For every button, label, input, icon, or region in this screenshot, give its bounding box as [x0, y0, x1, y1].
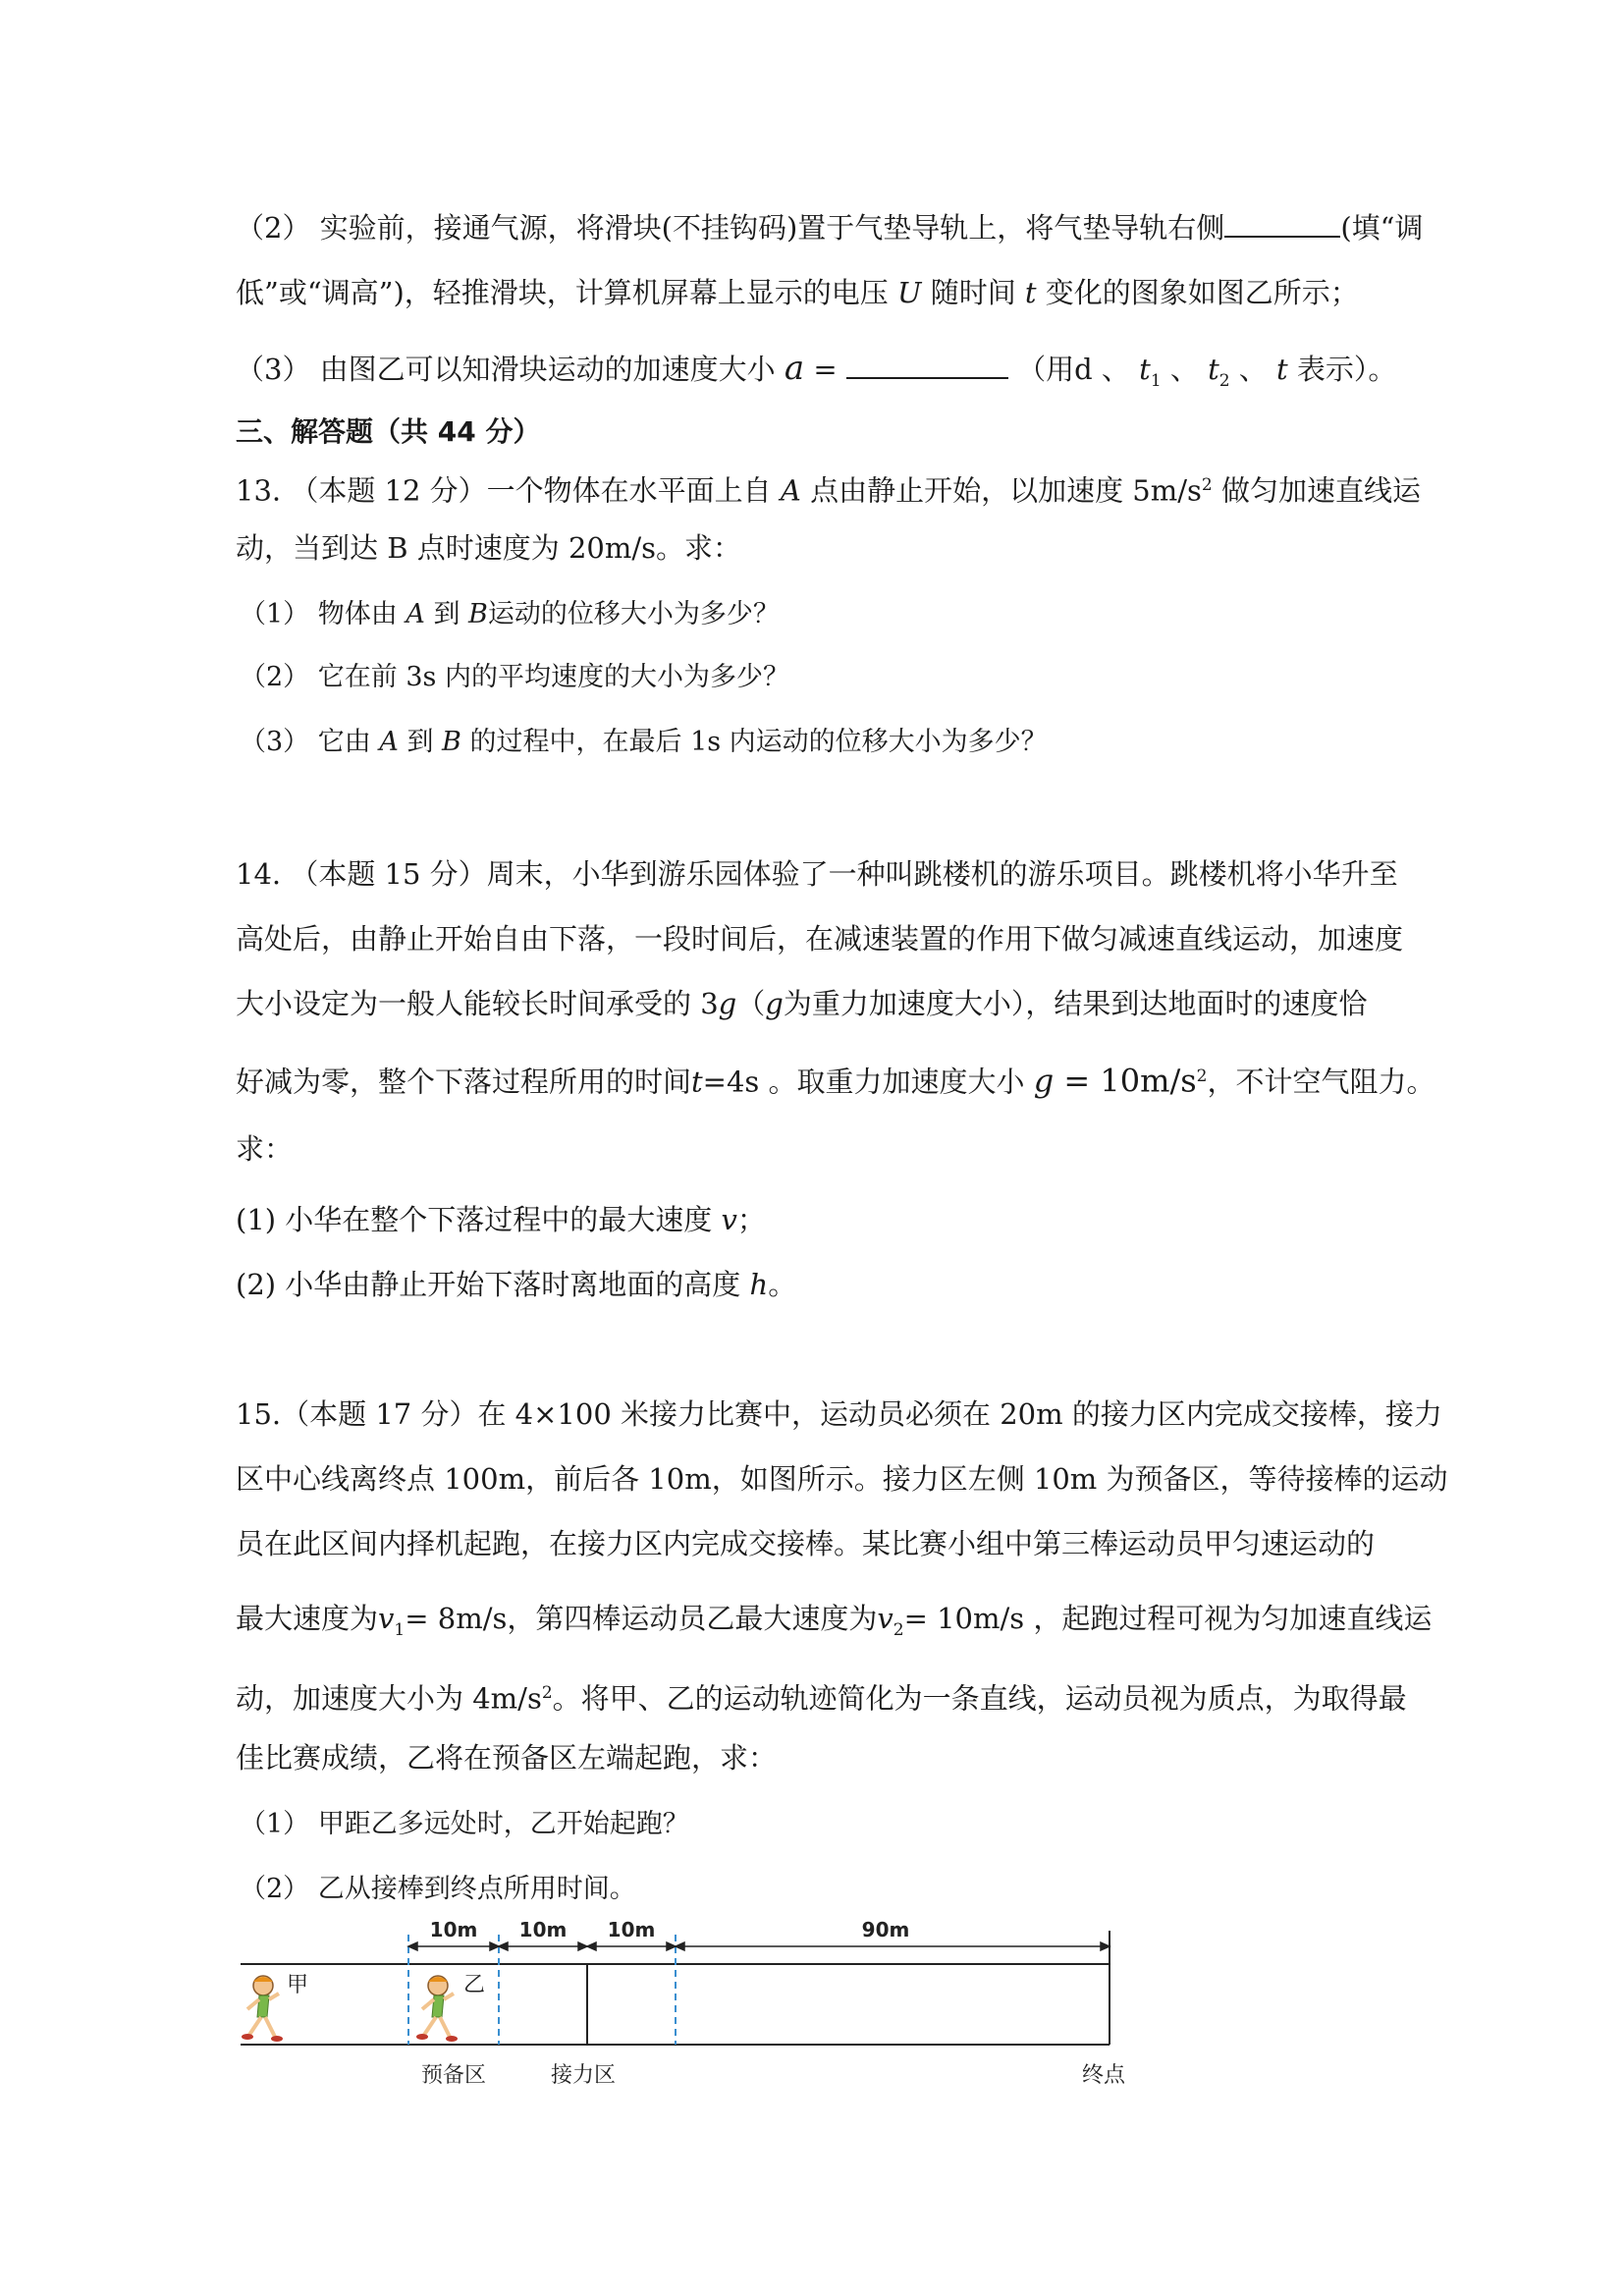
q15-l4-text-a: 最大速度为	[236, 1602, 379, 1635]
var-t-3: t	[1276, 353, 1288, 386]
q14-line2: 高处后，由静止开始自由下落，一段时间后，在减速装置的作用下做匀减速直线运动，加速度	[236, 922, 1404, 956]
label-relay-zone: 接力区	[550, 2063, 617, 2088]
q15-line3: 员在此区间内择机起跑，在接力区内完成交接棒。某比赛小组中第三棒运动员甲匀速运动的	[236, 1527, 1376, 1560]
q14-l4-text-b: =4s 。取重力加速度大小	[702, 1065, 1025, 1099]
segment-label-2: 10m	[518, 1918, 568, 1941]
q14-l4-text-d: ，不计空气阻力。	[1207, 1065, 1435, 1099]
q13-s1-text-b: 到	[433, 599, 460, 629]
var-v: v	[721, 1203, 737, 1236]
var-a: a	[784, 349, 805, 388]
q15-l5-text-a: 动，加速度大小为 4m/s	[236, 1681, 542, 1716]
q14-l3-text-c: 为重力加速度大小），结果到达地面时的速度恰	[783, 987, 1368, 1020]
var-A: A	[780, 473, 801, 508]
runner-a-label: 甲	[287, 1973, 309, 1997]
var-U: U	[897, 276, 922, 309]
sub-2: 2	[1218, 370, 1230, 391]
label-finish: 终点	[1081, 2063, 1126, 2088]
sub-1: 1	[1150, 370, 1162, 391]
var-B: B	[468, 599, 488, 629]
q13-s3-text-c: 的过程中，在最后 1s 内运动的位移大小为多少？	[469, 727, 1048, 757]
q14-s2-text-a: (2) 小华由静止开始下落时离地面的高度	[236, 1268, 741, 1301]
q14-l4-text-c: = 10m/s	[1054, 1062, 1197, 1100]
q13-sub1	[240, 595, 780, 634]
q13-sub3	[240, 723, 1048, 762]
q14-line5: 求：	[236, 1132, 294, 1166]
q13-s3-text-b: 到	[406, 727, 434, 757]
var-B-2: B	[442, 727, 461, 757]
q14-line4	[236, 1057, 1435, 1102]
q13-text-c: 做匀加速直线运	[1220, 473, 1421, 508]
q15-l4-text-c: = 10m/s ，起跑过程可视为匀加速直线运	[903, 1602, 1433, 1635]
var-g: g	[718, 987, 737, 1020]
q14-l4-text-a: 好减为零，整个下落过程所用的时间	[236, 1065, 692, 1099]
q12-part2-line2	[236, 273, 1359, 312]
q13-text-a: 13. （本题 12 分）一个物体在水平面上自	[236, 473, 772, 508]
sep-2: 、	[1238, 353, 1268, 386]
var-t: t	[1024, 276, 1037, 309]
q12-part3-text: （3） 由图乙可以知滑块运动的加速度大小	[236, 353, 776, 386]
runner-a-icon	[242, 1976, 283, 2042]
relay-diagram	[226, 1905, 1139, 2121]
var-t-4: t	[691, 1065, 703, 1099]
runner-b-icon	[416, 1976, 458, 2042]
sup-2-b: 2	[1196, 1066, 1208, 1086]
sep-1: 、	[1169, 353, 1199, 386]
q13-s3-text-a: （3） 它由	[240, 727, 371, 757]
q12-part3-line	[236, 349, 1396, 401]
var-v2: v	[877, 1602, 893, 1635]
q13-text-b: 点由静止开始，以加速度 5m/s	[810, 473, 1202, 508]
q12-part2-text: （2） 实验前，接通气源，将滑块(不挂钩码)置于气垫导轨上，将气垫导轨右侧	[236, 211, 1225, 245]
sup-2: 2	[1201, 475, 1213, 495]
q14-s1-text-a: (1) 小华在整个下落过程中的最大速度	[236, 1203, 713, 1236]
q13-s1-text-c: 运动的位移大小为多少？	[487, 599, 780, 629]
label-ready-zone: 预备区	[420, 2063, 487, 2088]
var-h: h	[749, 1268, 769, 1301]
var-v1: v	[378, 1602, 395, 1635]
q12-part2-text-e: 变化的图象如图乙所示；	[1045, 276, 1359, 309]
sup-2-c: 2	[541, 1683, 553, 1703]
q15-line2: 区中心线离终点 100m，前后各 10m，如图所示。接力区左侧 10m 为预备区，等待接棒的运动	[236, 1462, 1448, 1496]
q12-part2-text-d: 随时间	[930, 276, 1016, 309]
var-t1: t	[1139, 353, 1151, 386]
q14-l3-text-b: （	[736, 987, 766, 1020]
var-t2: t	[1208, 353, 1219, 386]
sub-v2: 2	[893, 1619, 904, 1640]
q12-part3-text-b: （用d 、	[1017, 353, 1130, 386]
q12-part2-text-c: 低”或“调高”)，轻推滑块，计算机屏幕上显示的电压	[236, 276, 889, 309]
q12-part2-line1	[236, 208, 1423, 247]
q12-part3-blank[interactable]	[846, 350, 1008, 379]
section-heading: 三、解答题（共 44 分）	[236, 415, 541, 448]
q12-part2-blank[interactable]	[1224, 208, 1340, 238]
runner-b-label: 乙	[463, 1973, 486, 1997]
q15-line5	[236, 1673, 1407, 1719]
q15-l4-text-b: = 8m/s，第四棒运动员乙最大速度为	[405, 1602, 878, 1635]
segment-label-3: 10m	[607, 1918, 656, 1941]
q13-sub2: （2） 它在前 3s 内的平均速度的大小为多少？	[240, 662, 789, 692]
q15-sub1: （1） 甲距乙多远处时，乙开始起跑？	[240, 1809, 689, 1839]
segment-label-1: 10m	[429, 1918, 478, 1941]
segment-label-4: 90m	[861, 1918, 910, 1941]
q14-line1: 14. （本题 15 分）周末，小华到游乐园体验了一种叫跳楼机的游乐项目。跳楼机将小华升至	[236, 857, 1398, 891]
sub-v1: 1	[394, 1619, 406, 1640]
var-g-3: g	[1033, 1062, 1055, 1100]
q15-line6: 佳比赛成绩，乙将在预备区左端起跑，求：	[236, 1741, 778, 1775]
q12-part2-text-b: (填“调	[1340, 211, 1424, 245]
q14-sub1	[236, 1200, 766, 1239]
q13-line2: 动，当到达 B 点时速度为 20m/s。求：	[236, 531, 742, 565]
q14-s1-text-b: ；	[736, 1203, 766, 1236]
q12-part3-text-c: 表示）。	[1296, 353, 1397, 386]
var-A-2: A	[406, 599, 425, 629]
q13-s1-text-a: （1） 物体由	[240, 599, 398, 629]
q14-line3	[236, 984, 1367, 1023]
q14-sub2	[236, 1265, 796, 1304]
q12-part3-eq: =	[804, 353, 838, 386]
q13-line1	[236, 465, 1421, 511]
dimension-arrows	[408, 1942, 1110, 1950]
q14-s2-text-b: 。	[768, 1268, 797, 1301]
q15-line1: 15.（本题 17 分）在 4×100 米接力比赛中，运动员必须在 20m 的接力区内完成交接棒，接力	[236, 1397, 1442, 1431]
q15-l5-text-b: 。将甲、乙的运动轨迹简化为一条直线，运动员视为质点，为取得最	[552, 1681, 1407, 1716]
var-A-3: A	[379, 727, 399, 757]
q15-line4	[236, 1599, 1432, 1650]
var-g-2: g	[765, 987, 784, 1020]
q15-sub2: （2） 乙从接棒到终点所用时间。	[240, 1874, 636, 1904]
q14-l3-text-a: 大小设定为一般人能较长时间承受的 3	[236, 987, 719, 1020]
